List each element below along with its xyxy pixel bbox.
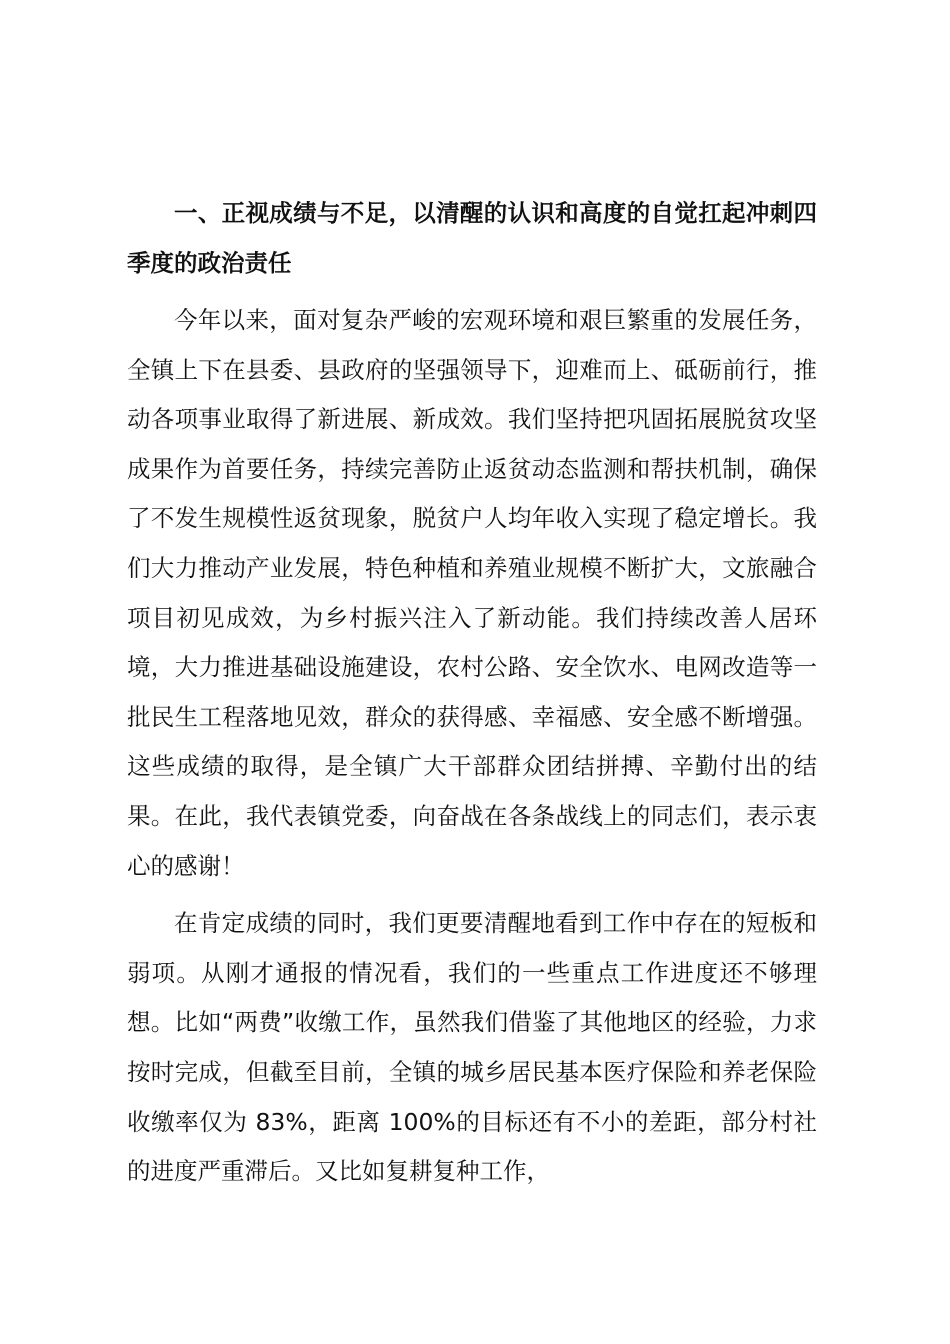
paragraph-shortcomings: 在肯定成绩的同时，我们更要清醒地看到工作中存在的短板和弱项。从刚才通报的情况看，我们的一些重点工作进度还不够理想。比如“两费”收缴工作，虽然我们借鉴了其他地区的经验，力求按时完成，但截至目前，全镇的城乡居民基本医疗保险和养老保险收缴率仅为 83%，距离 100%的目标还有不小的差距，部分村社的进度严重滞后。又比如复耕复种工作， [127,909,817,1186]
section-heading: 一、正视成绩与不足，以清醒的认识和高度的自觉扛起冲刺四季度的政治责任 [127,199,817,277]
document-body [127,188,817,1205]
paragraph-achievements: 今年以来，面对复杂严峻的宏观环境和艰巨繁重的发展任务，全镇上下在县委、县政府的坚强领导下，迎难而上、砥砺前行，推动各项事业取得了新进展、新成效。我们坚持把巩固拓展脱贫攻坚成果作为首要任务，持续完善防止返贫动态监测和帮扶机制，确保了不发生规模性返贫现象，脱贫户人均年收入实现了稳定增长。我们大力推动产业发展，特色种植和养殖业规模不断扩大，文旅融合项目初见成效，为乡村振兴注入了新动能。我们持续改善人居环境，大力推进基础设施建设，农村公路、安全饮水、电网改造等一批民生工程落地见效，群众的获得感、幸福感、安全感不断增强。这些成绩的取得，是全镇广大干部群众团结拼搏、辛勤付出的结果。在此，我代表镇党委，向奋战在各条战线上的同志们，表示衷心的感谢！ [127,306,817,880]
